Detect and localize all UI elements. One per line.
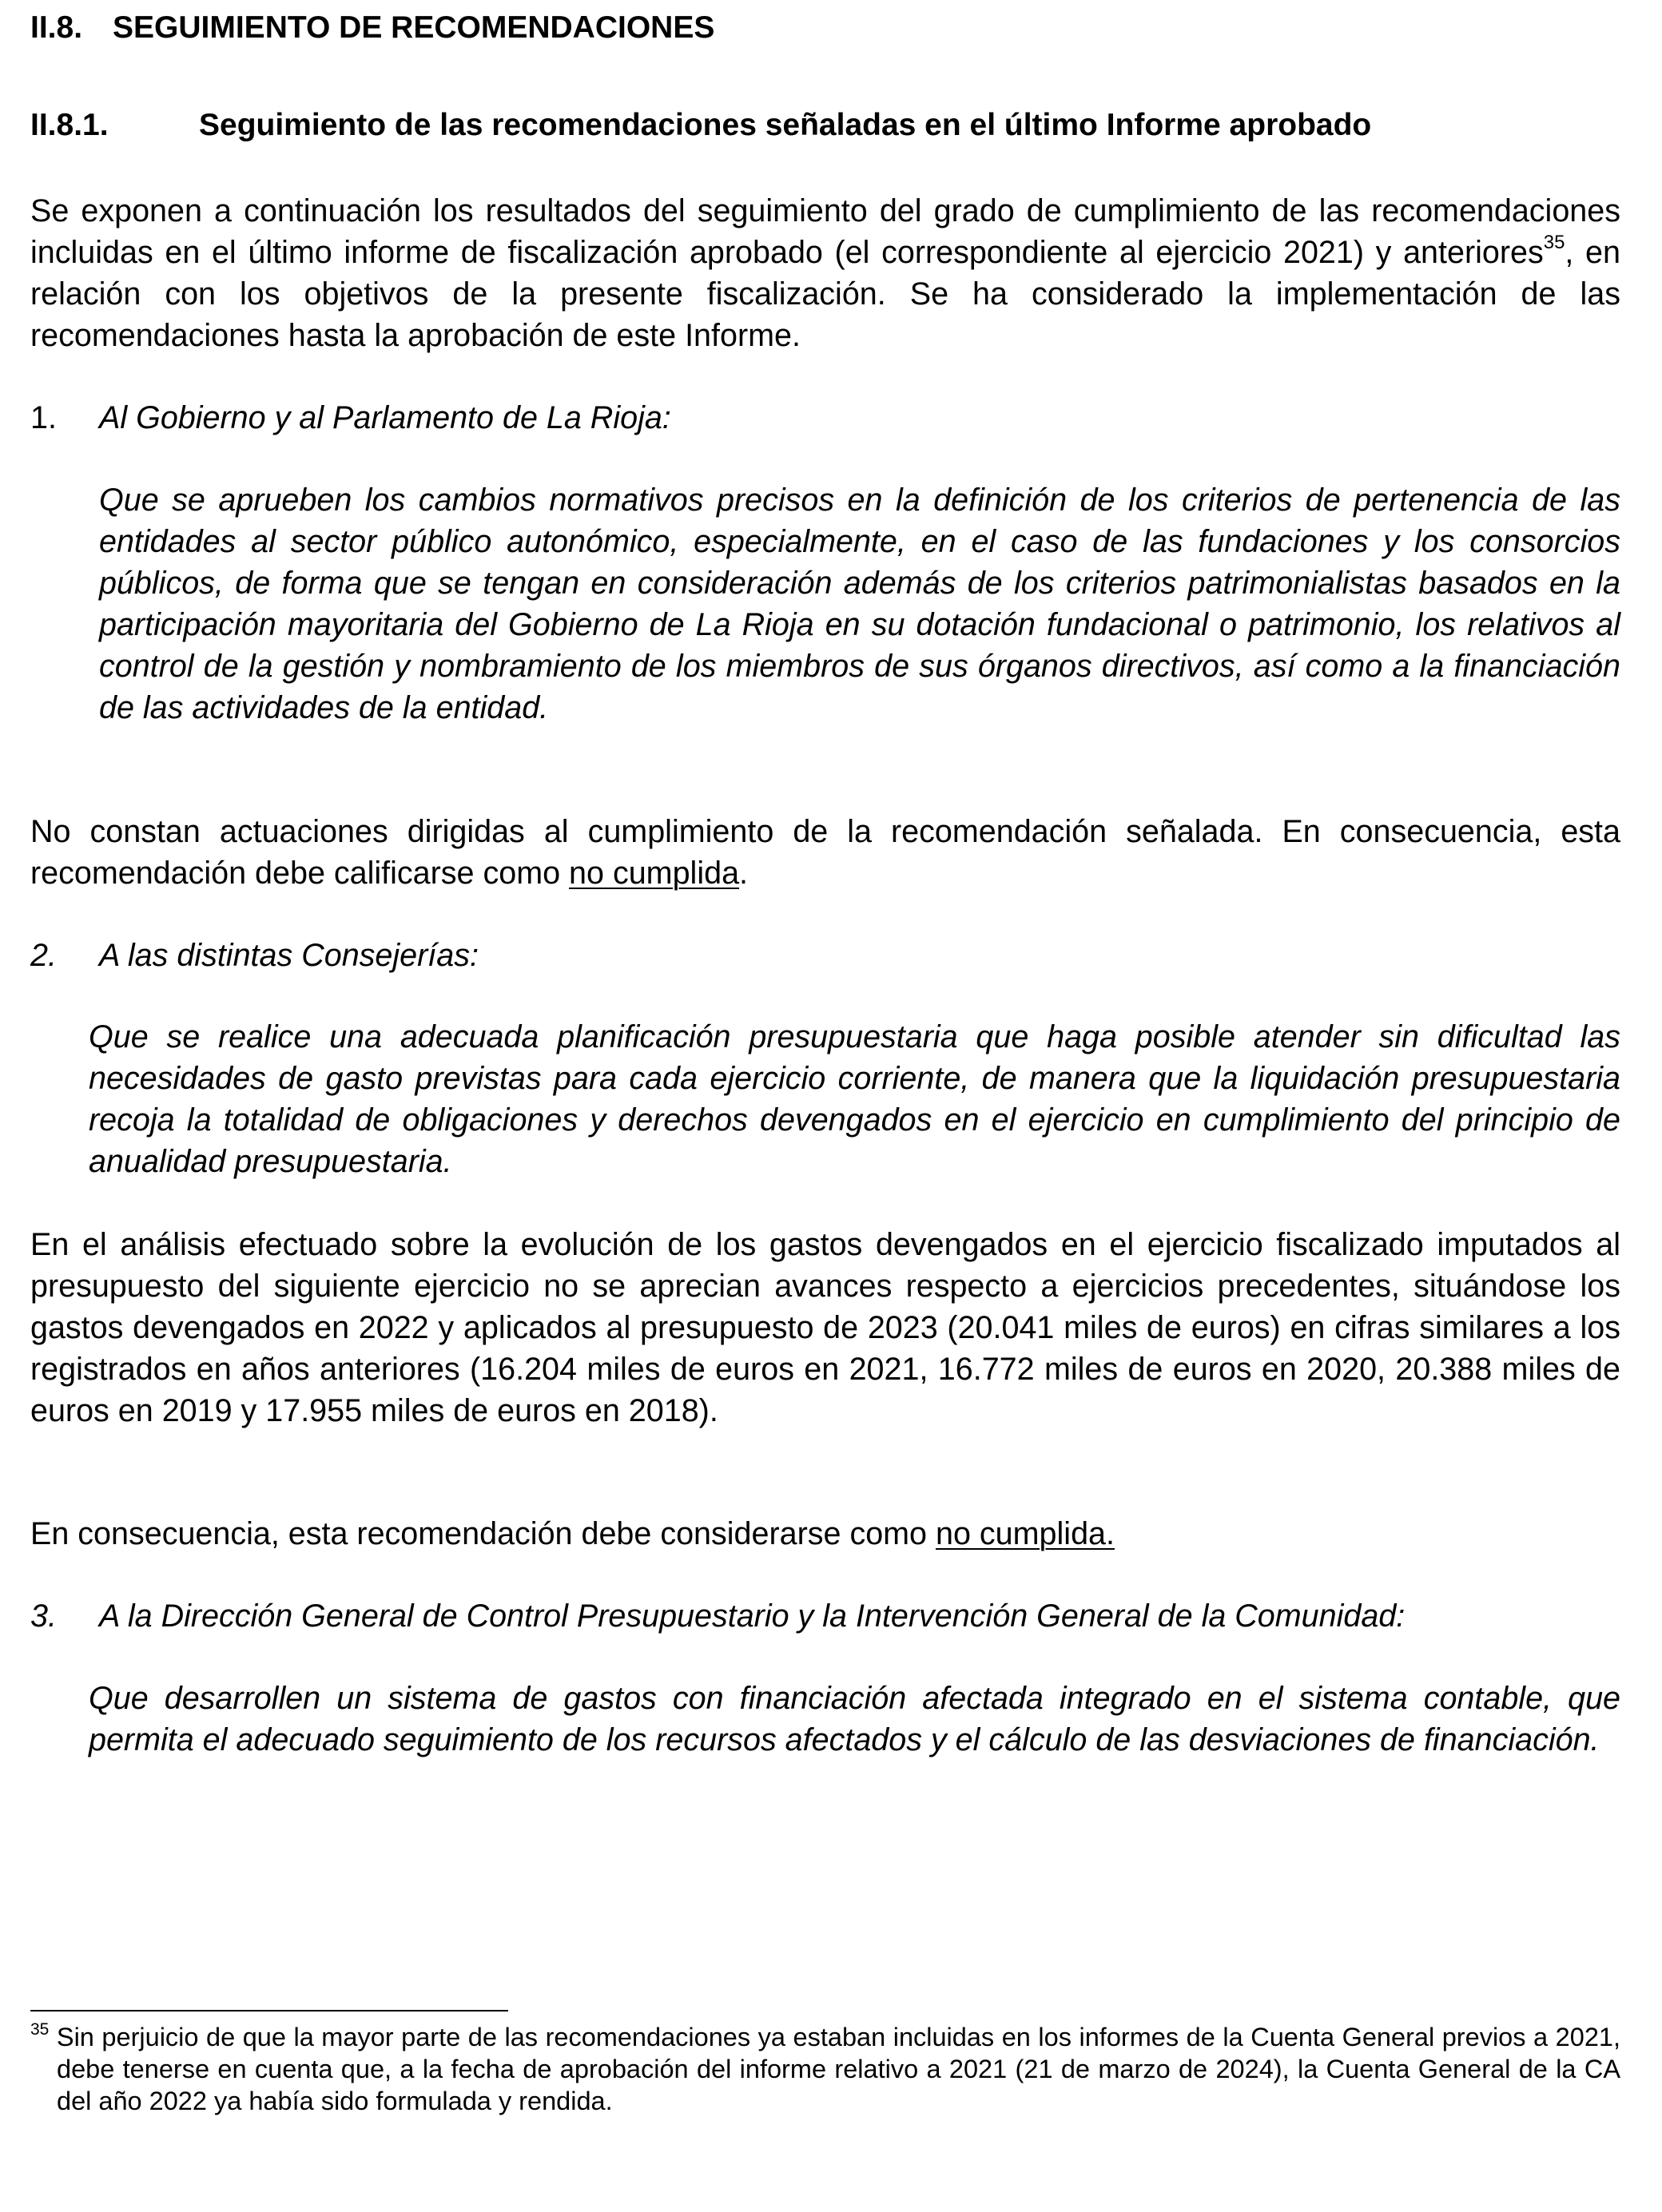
recommendation-number: 2.: [30, 938, 57, 973]
footnote-number: 35: [30, 2020, 50, 2039]
footnote-reference[interactable]: 35: [1543, 231, 1565, 253]
status-no-cumplida: no cumplida: [569, 856, 740, 891]
recommendation-number: 1.: [30, 400, 57, 435]
intro-paragraph: Se exponen a continuación los resultados del seguimiento del grado de cumplimiento de las recomendaciones incluidas en el último informe de fiscalización aprobado (el correspondiente al ejercicio 2021) y anteriores$^{35}$, en relación con los objetivos de la presente fiscalización. Se ha considerado la implementación de las recomendaciones hasta la aprobación de este Informe.: [30, 193, 1620, 353]
subsection-number: II.8.1.: [30, 108, 109, 142]
recommendation-1-text: Que se aprueben los cambios normativos precisos en la definición de los criterios de pertenencia de las entidades al sector público autonómico, especialmente, en el caso de las fundaciones y los consorcios públicos, de forma que se tengan en consideración además de los criterios patrimonialistas basados en la participación mayoritaria del Gobierno de La Rioja en su dotación fundacional o patrimonio, los relativos al control de la gestión y nombramiento de los miembros de sus órganos directivos, así como a la financiación de las actividades de la entidad.: [99, 483, 1620, 725]
recommendation-2-text: Que se realice una adecuada planificación presupuestaria que haga posible atender sin dificultad las necesidades de gasto previstas para cada ejercicio corriente, de manera que la liquidación presupuestaria recoja la totalidad de obligaciones y derechos devengados en el ejercicio en cumplimiento del principio de anualidad presupuestaria.: [89, 1019, 1620, 1179]
section-title: SEGUIMIENTO DE RECOMENDACIONES: [113, 10, 715, 45]
recommendation-2-analysis: En el análisis efectuado sobre la evolución de los gastos devengados en el ejercicio fiscalizado imputados al presupuesto del siguiente ejercicio no se aprecian avances respecto a ejercicios precedentes, situándose los gastos devengados en 2022 y aplicados al presupuesto de 2023 (20.041 miles de euros) en cifras similares a los registrados en años anteriores (16.204 miles de euros en 2021, 16.772 miles de euros en 2020, 20.388 miles de euros en 2019 y 17.955 miles de euros en 2018).: [30, 1227, 1620, 1428]
recommendation-2-assessment: En consecuencia, esta recomendación debe considerarse como no cumplida.: [30, 1516, 1115, 1551]
footnote-35: [30, 2021, 1620, 2117]
footnote-text: Sin perjuicio de que la mayor parte de las recomendaciones ya estaban incluidas en los informes de la Cuenta General previos a 2021, debe tenerse en cuenta que, a la fecha de aprobación del informe relativo a 2021 (21 de marzo de 2024), la Cuenta General de la CA del año 2022 ya había sido formulada y rendida.: [56, 2023, 1620, 2115]
recommendation-3-addressee: 3. A la Dirección General de Control Presupuestario y la Intervención General de la Comunidad:: [30, 1595, 1405, 1637]
subsection-heading: [30, 107, 1371, 144]
footnote-separator: [30, 2010, 508, 2011]
section-heading: [30, 10, 714, 46]
recommendation-1-assessment: No constan actuaciones dirigidas al cumplimiento de la recomendación señalada. En consecuencia, esta recomendación debe calificarse como no cumplida.: [30, 814, 1620, 891]
section-number: II.8.: [30, 10, 83, 45]
status-no-cumplida: no cumplida.: [936, 1516, 1115, 1551]
recommendation-1-addressee: 1. Al Gobierno y al Parlamento de La Rioja:: [30, 397, 671, 439]
recommendation-number: 3.: [30, 1598, 57, 1634]
recommendation-2-addressee: 2. A las distintas Consejerías:: [30, 935, 479, 976]
recommendation-3-text: Que desarrollen un sistema de gastos con financiación afectada integrado en el sistema contable, que permita el adecuado seguimiento de los recursos afectados y el cálculo de las desviaciones de financiación.: [89, 1681, 1620, 1757]
subsection-title: Seguimiento de las recomendaciones señaladas en el último Informe aprobado: [199, 108, 1372, 142]
